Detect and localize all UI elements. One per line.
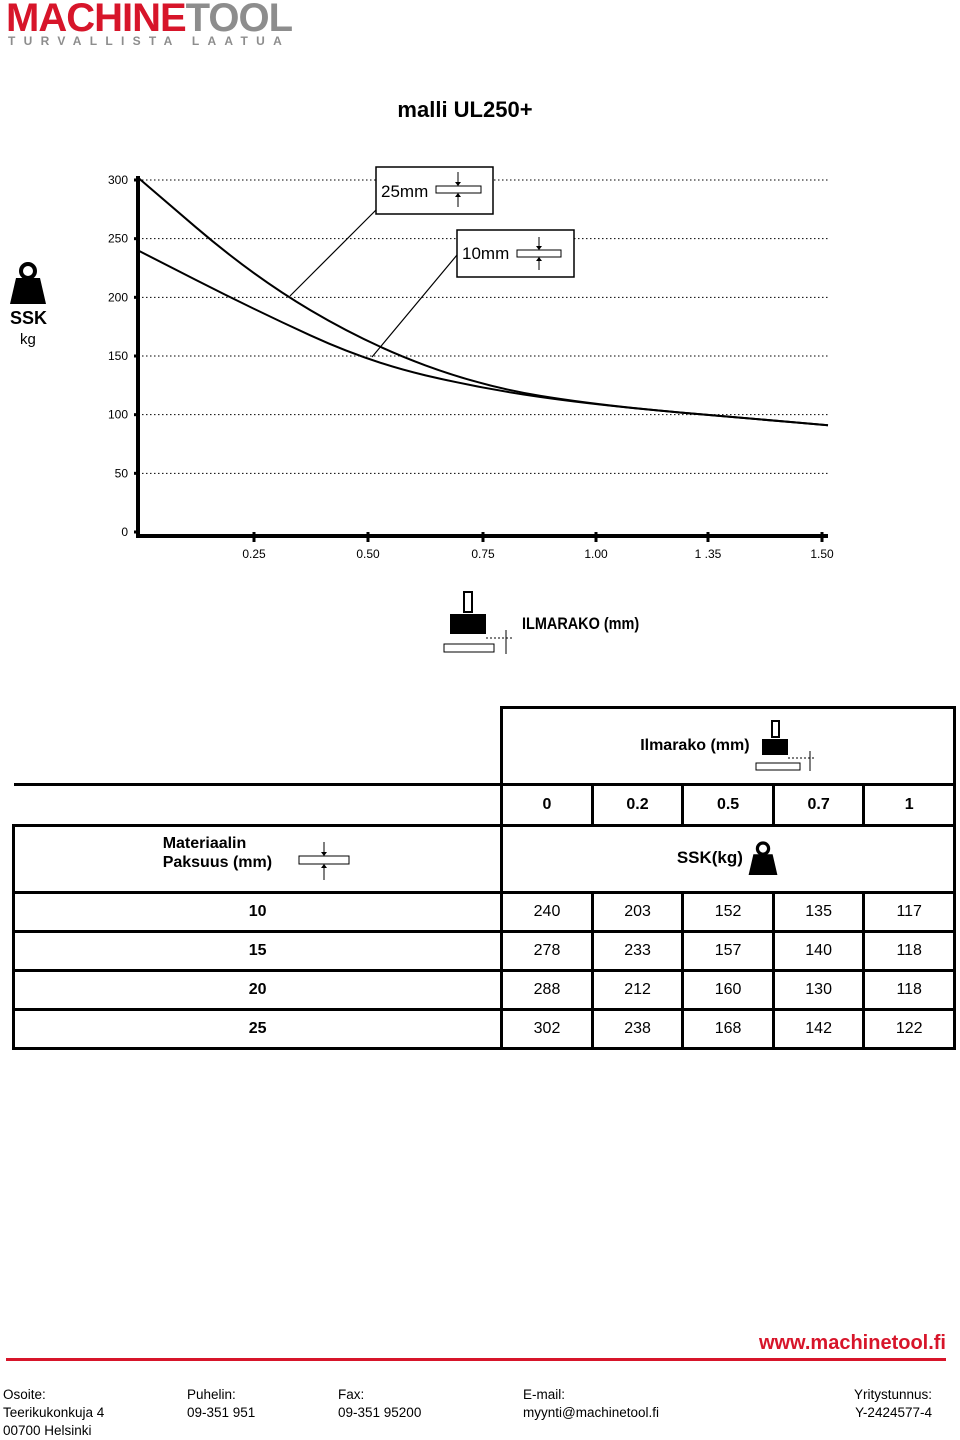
- x-tick-label: 0.75: [471, 547, 495, 561]
- x-tick-label: 1 .35: [694, 547, 722, 561]
- table-row: [14, 932, 955, 971]
- value-cell: 118: [864, 932, 955, 971]
- email-label: E-mail:: [523, 1387, 566, 1402]
- website-link[interactable]: www.machinetool.fi: [758, 1332, 946, 1354]
- table-airgap-values-row: [14, 785, 955, 826]
- value-cell: 302: [502, 1010, 593, 1049]
- business-id: Y-2424577-4: [855, 1405, 932, 1420]
- x-tick-label: 0.50: [356, 547, 380, 561]
- ssk-header-cell: [502, 826, 955, 893]
- footer-email: [523, 1386, 659, 1422]
- thickness-header-label: [163, 834, 272, 872]
- x-tick-labels: [242, 547, 834, 561]
- value-cell: 118: [864, 971, 955, 1010]
- footer-fax: [338, 1386, 421, 1422]
- logo-part-tool: TOOL: [185, 0, 293, 40]
- page-title: malli UL250+: [397, 97, 533, 122]
- value-cell: 212: [592, 971, 683, 1010]
- y-tick-label: 0: [121, 525, 128, 539]
- airgap-header-label: Ilmarako (mm): [640, 737, 750, 755]
- value-cell: 278: [502, 932, 593, 971]
- value-cell: 240: [502, 893, 593, 932]
- value-cell: 288: [502, 971, 593, 1010]
- y-tick-label: 200: [107, 290, 128, 305]
- footer-phone: [187, 1386, 255, 1422]
- y-tick-label: 250: [107, 231, 128, 246]
- y-tick-label: 100: [107, 407, 128, 422]
- table-row: [14, 893, 955, 932]
- value-cell: 160: [683, 971, 774, 1010]
- footer-address: [3, 1386, 104, 1440]
- value-cell: 140: [773, 932, 864, 971]
- holding-force-chart: [0, 160, 960, 580]
- value-cell: 168: [683, 1010, 774, 1049]
- y-axis-unit-label: SSK: [10, 308, 48, 328]
- holding-force-table: [12, 706, 956, 1050]
- x-axis-caption: ILMARAKO (mm): [522, 614, 640, 633]
- address-line2: 00700 Helsinki: [3, 1423, 92, 1438]
- value-cell: 130: [773, 971, 864, 1010]
- airgap-value-cell: 0.7: [773, 785, 864, 826]
- value-cell: 122: [864, 1010, 955, 1049]
- chart-callouts: [290, 167, 574, 357]
- value-cell: 238: [592, 1010, 683, 1049]
- phone-number: 09-351 951: [187, 1405, 256, 1420]
- table-blank-cell: [14, 708, 502, 785]
- table-row: [14, 1010, 955, 1049]
- thickness-cell: 25: [14, 1010, 502, 1049]
- thickness-cell: 20: [14, 971, 502, 1010]
- airgap-value-cell: 0.5: [683, 785, 774, 826]
- x-tick-label: 1.00: [584, 547, 608, 561]
- thickness-header-line1: Materiaalin: [162, 834, 247, 852]
- footer-divider: [6, 1358, 946, 1361]
- callout-leader-10mm: [372, 255, 457, 357]
- callout-leader-25mm: [290, 210, 376, 296]
- x-tick-label: 0.25: [242, 547, 266, 561]
- address-label: Osoite:: [3, 1387, 46, 1402]
- business-id-label: Yritystunnus:: [853, 1387, 932, 1402]
- y-tick-labels: [108, 173, 128, 539]
- chart-grid: [138, 180, 828, 473]
- value-cell: 157: [683, 932, 774, 971]
- value-cell: 135: [773, 893, 864, 932]
- fax-number: 09-351 95200: [338, 1405, 422, 1420]
- value-cell: 233: [592, 932, 683, 971]
- y-tick-label: 50: [114, 466, 128, 481]
- address-line1: Teerikukonkuja 4: [3, 1405, 105, 1420]
- y-axis-unit-sub: kg: [20, 331, 36, 348]
- thickness-cell: 10: [14, 893, 502, 932]
- logo-part-machine: MACHINE: [6, 0, 186, 40]
- footer-business-id: [830, 1386, 932, 1422]
- table-blank-cell: [14, 785, 502, 826]
- callout-label-10mm: 10mm: [462, 244, 510, 263]
- thickness-header-cell: [14, 826, 502, 893]
- magnet-airgap-icon-small: [754, 719, 816, 773]
- table-airgap-header-row: [14, 708, 955, 785]
- company-logo: [6, 0, 292, 38]
- airgap-header-cell: [502, 708, 955, 785]
- magnet-airgap-icon: [442, 590, 518, 661]
- weight-icon: [747, 841, 779, 877]
- callout-label-25mm: 25mm: [381, 182, 429, 201]
- value-cell: 152: [683, 893, 774, 932]
- airgap-value-cell: 0.2: [592, 785, 683, 826]
- airgap-value-cell: 0: [502, 785, 593, 826]
- thickness-cell: 15: [14, 932, 502, 971]
- value-cell: 203: [592, 893, 683, 932]
- email-link[interactable]: myynti@machinetool.fi: [523, 1405, 660, 1420]
- y-tick-label: 300: [107, 173, 128, 187]
- chart-series: [138, 178, 828, 426]
- ssk-header-label: SSK(kg): [676, 848, 743, 868]
- table-ssk-header-row: [14, 826, 955, 893]
- fax-label: Fax:: [338, 1387, 365, 1402]
- y-tick-label: 150: [107, 349, 128, 363]
- table-row: [14, 971, 955, 1010]
- airgap-value-cell: 1: [864, 785, 955, 826]
- value-cell: 117: [864, 893, 955, 932]
- plate-thickness-icon: [297, 840, 353, 884]
- thickness-header-line2: Paksuus (mm): [162, 853, 273, 871]
- x-tick-label: 1.50: [810, 547, 834, 561]
- logo-tagline: TURVALLISTA LAATUA: [8, 34, 291, 48]
- value-cell: 142: [773, 1010, 864, 1049]
- phone-label: Puhelin:: [187, 1387, 236, 1402]
